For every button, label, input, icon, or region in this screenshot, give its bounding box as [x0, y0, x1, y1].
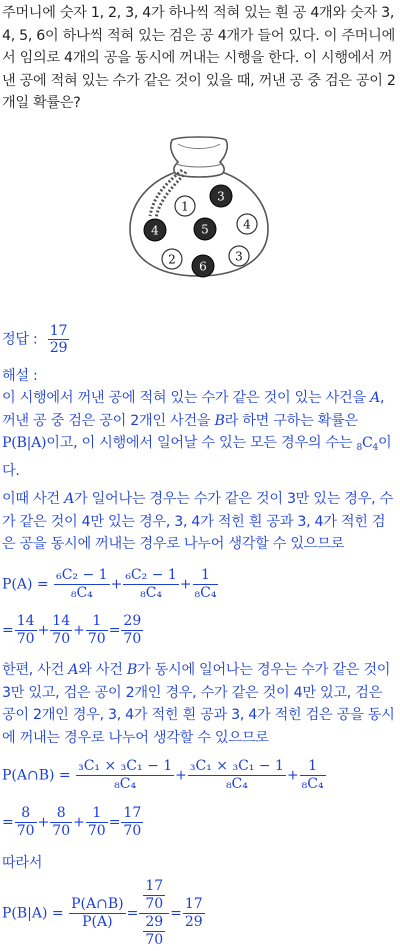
eq5-definition: $\frac{P(A\cap B)}{P(A)}$: [71, 896, 124, 930]
ball-black-3: [210, 185, 232, 207]
svg-text:1: 1: [181, 199, 189, 214]
pouch-figure: [128, 134, 270, 279]
answer-denominator: 29: [49, 340, 68, 356]
solution-paragraph-2: [2, 488, 398, 556]
svg-text:4: 4: [243, 217, 251, 232]
svg-text:6: 6: [199, 259, 207, 274]
eq3-term-1: $\frac{\text{₃C₁ × ₃C₁ − 1}}{\text{₈C₄}}$: [78, 758, 173, 792]
p2-text-a: 이때 사건: [2, 491, 60, 507]
eq4-result: $\frac{17}{70}$: [123, 805, 142, 839]
eq1-term-1: $\frac{\text{₆C₂ − 1}}{\text{₈C₄}}$: [56, 567, 108, 601]
eq5-lhs: P(B|A) =: [2, 905, 64, 922]
eq2-term-1: $\frac{14}{70}$: [16, 613, 35, 647]
answer-fraction: [48, 323, 69, 356]
eq4-term-3: $\frac{1}{70}$: [87, 805, 106, 839]
answer-label: 정답 :: [2, 331, 38, 348]
eq1-term-2: $\frac{\text{₆C₂ − 1}}{\text{₈C₄}}$: [125, 567, 177, 601]
equation-p-a-and-b: P(A∩B) = $\frac{\text{₃C₁ × ₃C₁ − 1}}{\text{₈C₄}}$ + $\frac{\text{₃C₁ × ₃C₁ − 1}}{\text{₈C₄}}$ + $\frac{1}{\text{₈C₄}}$: [2, 758, 324, 792]
svg-text:2: 2: [168, 252, 176, 267]
eq2-term-3: $\frac{1}{70}$: [87, 613, 106, 647]
ball-white-3: [229, 246, 249, 266]
solution-paragraph-3: [2, 659, 398, 749]
p1-event-a: A: [370, 390, 380, 406]
ball-white-4: [237, 214, 257, 234]
eq5-compound-denominator: $\frac{29}{70}$: [145, 914, 164, 948]
ball-black-4: [144, 219, 166, 241]
svg-text:3: 3: [217, 189, 225, 204]
eq5-compound-numerator: $\frac{17}{70}$: [139, 878, 169, 914]
eq1-lhs: P(A) =: [2, 576, 49, 593]
ball-black-6: [192, 255, 214, 277]
p3-event-b: B: [126, 662, 138, 678]
eq3-lhs: P(A∩B) =: [2, 767, 71, 784]
eq1-term-3: $\frac{1}{\text{₈C₄}}$: [194, 567, 217, 601]
eq4-term-1: $\frac{8}{70}$: [16, 805, 35, 839]
answer-line: [2, 323, 398, 356]
p1-text-a: 이 시행에서 꺼낸 공에 적혀 있는 수가 같은 것이 있는 사건을: [2, 390, 366, 406]
eq3-term-3: $\frac{1}{\text{₈C₄}}$: [301, 758, 324, 792]
p3-event-a: A: [68, 662, 79, 678]
p1-event-b: B: [214, 412, 225, 429]
eq5-compound-fraction: [139, 878, 169, 949]
p1-text-c: 라 하면 구하는 확률은: [224, 412, 358, 429]
svg-text:3: 3: [235, 249, 243, 264]
ball-white-1: [175, 196, 195, 216]
equation-p-a: P(A) = $\frac{\text{₆C₂ − 1}}{\text{₈C₄}}$ + $\frac{\text{₆C₂ − 1}}{\text{₈C₄}}$ + $\frac{1}{\text{₈C₄}}$: [2, 567, 217, 601]
solution-paragraph-1: [2, 387, 398, 482]
p1-text-b: , 꺼낸 공 중 검은 공이 2개인 사건을: [2, 390, 385, 429]
eq5-result: $\frac{17}{29}$: [184, 896, 203, 930]
ball-black-5: [194, 218, 216, 240]
p1-conditional-prob: P(B|A): [2, 435, 47, 451]
p3-text-c: 가 동시에 일어나는 경우는 수가 같은 것이 3만 있고, 검은 공이 2개인 경우, 수가 같은 것이 4만 있고, 검은 공이 2개인 경우, 3, 4가 적힌 흰 공과 3, 4가 적힌 검은 공을 동시에 꺼내는 경우로 나누어 생각할 수 있으므로: [2, 662, 395, 746]
p2-event-a: A: [64, 491, 75, 507]
answer-numerator: 17: [49, 323, 68, 339]
eq3-term-2: $\frac{\text{₃C₁ × ₃C₁ − 1}}{\text{₈C₄}}$: [189, 758, 284, 792]
svg-text:5: 5: [201, 222, 209, 237]
p3-text-a: 한편, 사건: [2, 662, 65, 678]
solution-heading: 해설 :: [2, 368, 38, 384]
eq2-term-2: $\frac{14}{70}$: [52, 613, 71, 647]
eq2-result: $\frac{29}{70}$: [123, 613, 142, 647]
p2-text-b: 가 일어나는 경우는 수가 같은 것이 3만 있는 경우, 수가 같은 것이 4만 있는 경우, 3, 4가 적힌 흰 공과 3, 4가 적힌 검은 공을 동시에 꺼내는 경우로 나누어 생각할 수 있으므로: [2, 491, 393, 552]
therefore-text: 따라서: [2, 855, 43, 871]
equation-p-a-and-b-value: = $\frac{8}{70}$ + $\frac{8}{70}$ + $\frac{1}{70}$ = $\frac{17}{70}$: [2, 805, 142, 839]
problem-text: 주머니에 숫자 1, 2, 3, 4가 하나씩 적혀 있는 흰 공 4개와 숫자 3, 4, 5, 6이 하나씩 적혀 있는 검은 공 4개가 들어 있다. 이 주머니에서 임의로 4개의 공을 동시에 꺼내는 시행을 한다. 이 시행에서 꺼낸 공에 적혀 있는 수가 같은 것이 있을 때, 꺼낸 공 중 검은 공이 2개일 확률은?: [2, 5, 396, 111]
p1-combination: $_8C_4$: [356, 435, 378, 453]
p1-text-d: 이고, 이 시행에서 일어날 수 있는 모든 경우의 수는: [46, 435, 353, 451]
svg-text:4: 4: [151, 223, 159, 238]
equation-conditional-prob: P(B|A) = $\frac{P(A\cap B)}{P(A)}$ = $\frac{\frac{17}{70}}{\frac{29}{70}}$ = $\frac{17}{29}$: [2, 878, 203, 948]
p3-text-b: 와 사건: [78, 662, 123, 678]
eq4-term-2: $\frac{8}{70}$: [52, 805, 71, 839]
pouch-neck-shape: [171, 137, 228, 177]
equation-p-a-value: = $\frac{14}{70}$ + $\frac{14}{70}$ + $\frac{1}{70}$ = $\frac{29}{70}$: [2, 613, 142, 647]
p1-text-e: 이다.: [2, 435, 392, 479]
ball-white-2: [162, 249, 182, 269]
